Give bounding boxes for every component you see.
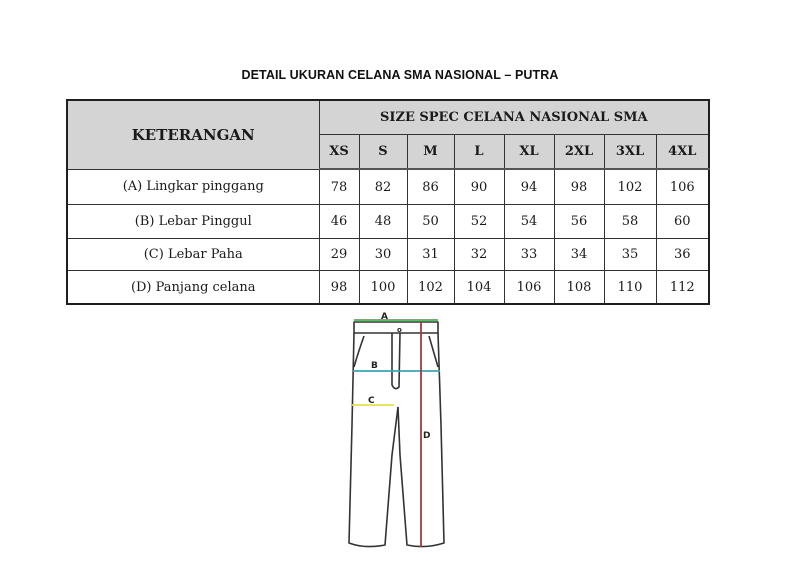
table-cell: 56 bbox=[554, 205, 604, 239]
table-cell: 33 bbox=[504, 239, 554, 271]
table-cell: 54 bbox=[504, 205, 554, 239]
document-title: DETAIL UKURAN CELANA SMA NASIONAL – PUTRA bbox=[241, 68, 559, 82]
table-cell: 78 bbox=[319, 169, 359, 205]
size-header: XL bbox=[504, 135, 554, 170]
table-row bbox=[67, 205, 709, 239]
table-cell: 52 bbox=[454, 205, 504, 239]
table-cell: 82 bbox=[359, 169, 407, 205]
table-cell: 110 bbox=[604, 271, 656, 305]
table-cell: 108 bbox=[554, 271, 604, 305]
size-header: M bbox=[407, 135, 454, 170]
table-cell: 58 bbox=[604, 205, 656, 239]
table-row bbox=[67, 271, 709, 305]
size-spec-header: SIZE SPEC CELANA NASIONAL SMA bbox=[319, 100, 709, 135]
label-d: D bbox=[423, 431, 431, 441]
table-cell: 30 bbox=[359, 239, 407, 271]
table-cell: 100 bbox=[359, 271, 407, 305]
size-spec-table bbox=[66, 99, 710, 305]
table-cell: 86 bbox=[407, 169, 454, 205]
size-header: 4XL bbox=[656, 135, 709, 170]
size-header: 3XL bbox=[604, 135, 656, 170]
table-cell: 50 bbox=[407, 205, 454, 239]
table-cell: 112 bbox=[656, 271, 709, 305]
table-cell: 98 bbox=[554, 169, 604, 205]
table-cell: 31 bbox=[407, 239, 454, 271]
table-cell: 98 bbox=[319, 271, 359, 305]
table-cell: 35 bbox=[604, 239, 656, 271]
table-cell: 94 bbox=[504, 169, 554, 205]
trousers-measurement-diagram bbox=[340, 305, 460, 560]
label-a: A bbox=[381, 312, 388, 322]
size-header: 2XL bbox=[554, 135, 604, 170]
header-row-1 bbox=[67, 100, 709, 135]
table-cell: 104 bbox=[454, 271, 504, 305]
table-cell: 48 bbox=[359, 205, 407, 239]
keterangan-header: KETERANGAN bbox=[67, 100, 319, 169]
label-c: C bbox=[368, 396, 375, 406]
table-cell: 29 bbox=[319, 239, 359, 271]
table-cell: 60 bbox=[656, 205, 709, 239]
table-row bbox=[67, 169, 709, 205]
row-label: (C) Lebar Paha bbox=[67, 239, 319, 271]
label-b: B bbox=[371, 361, 378, 371]
table-cell: 34 bbox=[554, 239, 604, 271]
table-cell: 106 bbox=[656, 169, 709, 205]
table-cell: 102 bbox=[604, 169, 656, 205]
table-cell: 90 bbox=[454, 169, 504, 205]
table-cell: 102 bbox=[407, 271, 454, 305]
table-row bbox=[67, 239, 709, 271]
table-cell: 106 bbox=[504, 271, 554, 305]
table-cell: 36 bbox=[656, 239, 709, 271]
table-cell: 46 bbox=[319, 205, 359, 239]
button-marker: o bbox=[397, 326, 402, 334]
size-header: L bbox=[454, 135, 504, 170]
row-label: (B) Lebar Pinggul bbox=[67, 205, 319, 239]
row-label: (A) Lingkar pinggang bbox=[67, 169, 319, 205]
table-cell: 32 bbox=[454, 239, 504, 271]
size-header: S bbox=[359, 135, 407, 170]
size-header: XS bbox=[319, 135, 359, 170]
row-label: (D) Panjang celana bbox=[67, 271, 319, 305]
